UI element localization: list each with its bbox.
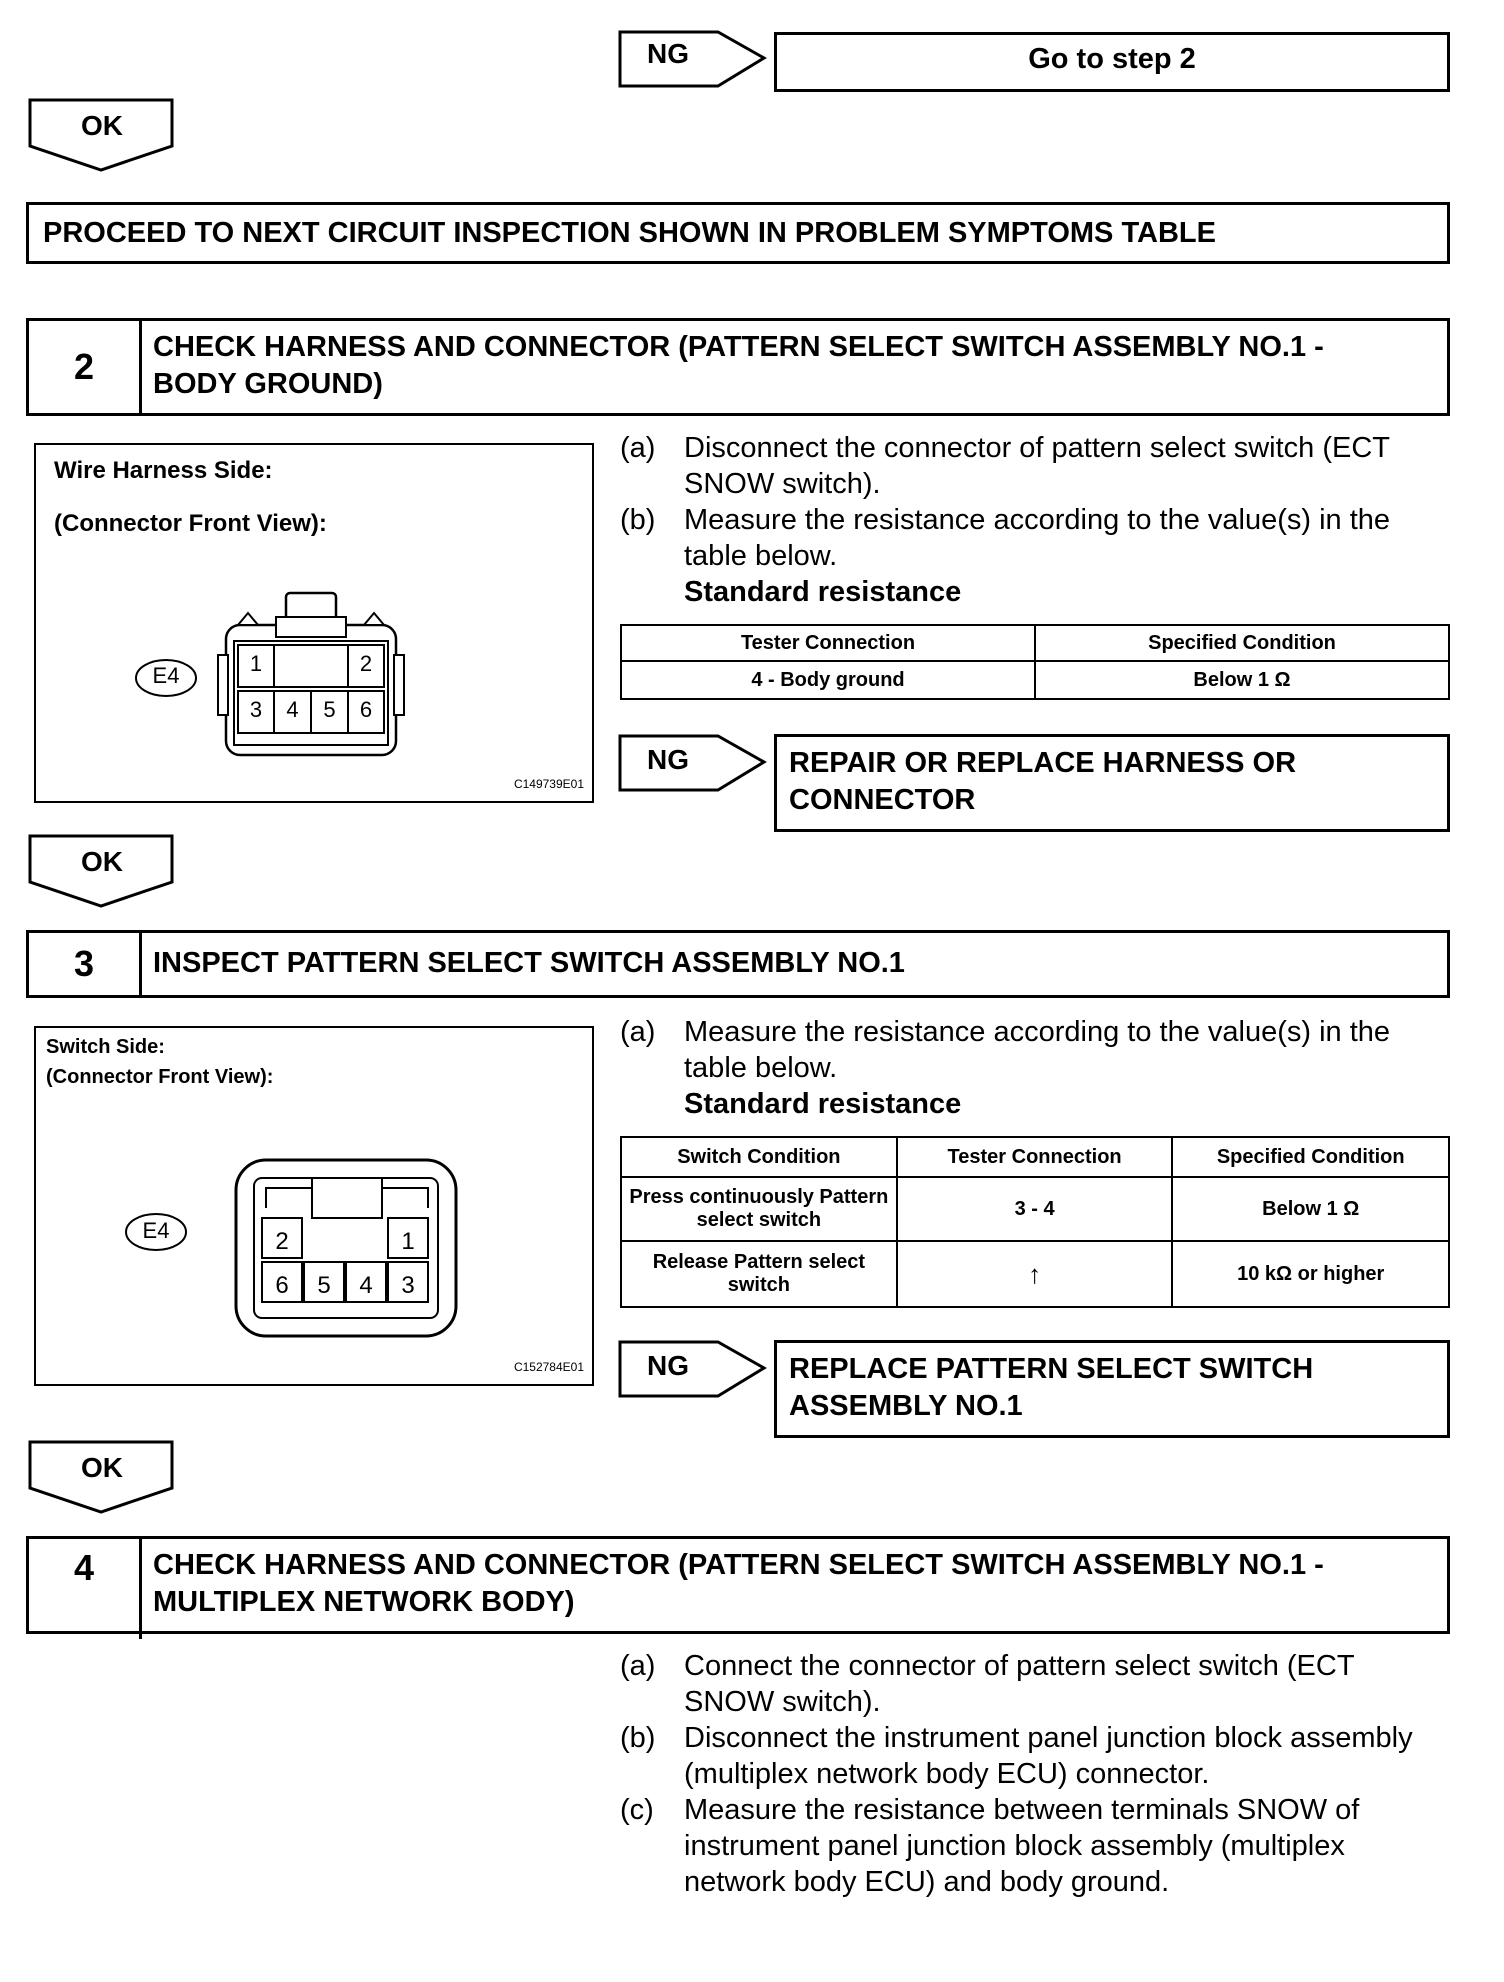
figure-label-view: (Connector Front View): xyxy=(46,1066,274,1088)
figure-label-side: Switch Side: xyxy=(46,1036,165,1058)
pin-label: 2 xyxy=(359,651,373,676)
step3-figure xyxy=(34,1026,594,1386)
instruction-text: Connect the connector of pattern select switch (ECT SNOW switch). xyxy=(684,1650,1355,1718)
figure-label-view: (Connector Front View): xyxy=(54,510,327,537)
connector-code: E4 xyxy=(152,663,180,688)
table-cell: Release Pattern select switch xyxy=(621,1241,897,1307)
table-row xyxy=(621,1241,1449,1307)
proceed-text: PROCEED TO NEXT CIRCUIT INSPECTION SHOWN IN PROBLEM SYMPTOMS TABLE xyxy=(43,217,1216,249)
pin-label: 1 xyxy=(249,651,263,676)
step4-number: 4 xyxy=(29,1539,142,1639)
instruction-item xyxy=(620,502,1450,574)
instruction-label: (c) xyxy=(620,1794,654,1826)
table-cell: 4 - Body ground xyxy=(621,661,1035,699)
step2-figure xyxy=(34,443,594,803)
table-header: Specified Condition xyxy=(1035,625,1449,661)
ng-label: NG xyxy=(647,744,689,775)
ok-label: OK xyxy=(81,1452,123,1483)
step2-header xyxy=(26,318,1450,416)
pin-label: 5 xyxy=(317,1272,331,1299)
ng-target-text: Go to step 2 xyxy=(1028,43,1196,75)
ng-action-box[interactable] xyxy=(774,734,1450,832)
step4-title: CHECK HARNESS AND CONNECTOR (PATTERN SELECT SWITCH ASSEMBLY NO.1 - MULTIPLEX NETWORK BODY) xyxy=(153,1549,1324,1618)
figure-id: C152784E01 xyxy=(513,1360,584,1374)
step2-number: 2 xyxy=(29,321,142,413)
instruction-label: (a) xyxy=(620,432,656,464)
table-header: Tester Connection xyxy=(897,1137,1173,1177)
ok-label: OK xyxy=(81,110,123,141)
table-row xyxy=(621,661,1449,699)
instruction-label: (b) xyxy=(620,1722,656,1754)
table-header: Specified Condition xyxy=(1172,1137,1449,1177)
step4-header xyxy=(26,1536,1450,1634)
step3-header xyxy=(26,930,1450,998)
ng-target-box[interactable] xyxy=(774,32,1450,92)
ng-label: NG xyxy=(647,38,689,69)
instruction-label: (a) xyxy=(620,1016,656,1048)
ng-action-text: REPAIR OR REPLACE HARNESS OR CONNECTOR xyxy=(789,747,1297,816)
instruction-item xyxy=(620,1792,1450,1900)
instruction-text: Disconnect the connector of pattern select switch (ECT SNOW switch). xyxy=(684,432,1390,500)
table-cell: Press continuously Pattern select switch xyxy=(621,1177,897,1241)
instruction-item xyxy=(620,1014,1450,1086)
instruction-item xyxy=(620,430,1450,502)
pin-label: 6 xyxy=(359,697,373,722)
step3-number: 3 xyxy=(29,933,142,995)
standard-resistance-heading: Standard resistance xyxy=(684,1088,962,1120)
table-header: Switch Condition xyxy=(621,1137,897,1177)
instruction-text: Measure the resistance between terminals SNOW of instrument panel junction block assembly (multiplex network body ECU) and body ground. xyxy=(684,1794,1360,1898)
pin-label: 6 xyxy=(275,1272,289,1299)
table-cell: 10 kΩ or higher xyxy=(1172,1241,1449,1307)
connector-code: E4 xyxy=(142,1218,170,1243)
standard-resistance-heading: Standard resistance xyxy=(684,576,962,608)
pin-label: 3 xyxy=(401,1272,415,1299)
pin-label: 4 xyxy=(286,697,299,722)
step2-resistance-table xyxy=(620,624,1450,700)
pin-label: 4 xyxy=(359,1272,373,1299)
table-cell: Below 1 Ω xyxy=(1172,1177,1449,1241)
instruction-text: Measure the resistance according to the value(s) in the table below. xyxy=(684,504,1391,572)
pin-label: 3 xyxy=(249,697,263,722)
table-row xyxy=(621,1177,1449,1241)
pin-label: 5 xyxy=(323,697,336,722)
table-cell: 3 - 4 xyxy=(897,1177,1173,1241)
table-cell: Below 1 Ω xyxy=(1035,661,1449,699)
ok-label: OK xyxy=(81,846,123,877)
ng-action-box[interactable] xyxy=(774,1340,1450,1438)
step3-title: INSPECT PATTERN SELECT SWITCH ASSEMBLY NO.1 xyxy=(153,947,905,979)
figure-id: C149739E01 xyxy=(513,777,584,791)
instruction-item xyxy=(620,1648,1450,1720)
pin-label: 2 xyxy=(275,1228,289,1255)
step3-resistance-table xyxy=(620,1136,1450,1308)
table-header: Tester Connection xyxy=(621,625,1035,661)
proceed-box xyxy=(26,202,1450,264)
instruction-label: (a) xyxy=(620,1650,656,1682)
instruction-label: (b) xyxy=(620,504,656,536)
instruction-item xyxy=(620,1720,1450,1792)
ng-label: NG xyxy=(647,1350,689,1381)
figure-label-side: Wire Harness Side: xyxy=(54,457,273,484)
step2-title: CHECK HARNESS AND CONNECTOR (PATTERN SELECT SWITCH ASSEMBLY NO.1 - BODY GROUND) xyxy=(153,331,1324,400)
instruction-text: Measure the resistance according to the value(s) in the table below. xyxy=(684,1016,1391,1084)
table-cell: ↑ xyxy=(897,1241,1173,1307)
pin-label: 1 xyxy=(401,1228,415,1255)
instruction-text: Disconnect the instrument panel junction block assembly (multiplex network body ECU) connector. xyxy=(684,1722,1413,1790)
ng-action-text: REPLACE PATTERN SELECT SWITCH ASSEMBLY NO.1 xyxy=(789,1353,1314,1422)
